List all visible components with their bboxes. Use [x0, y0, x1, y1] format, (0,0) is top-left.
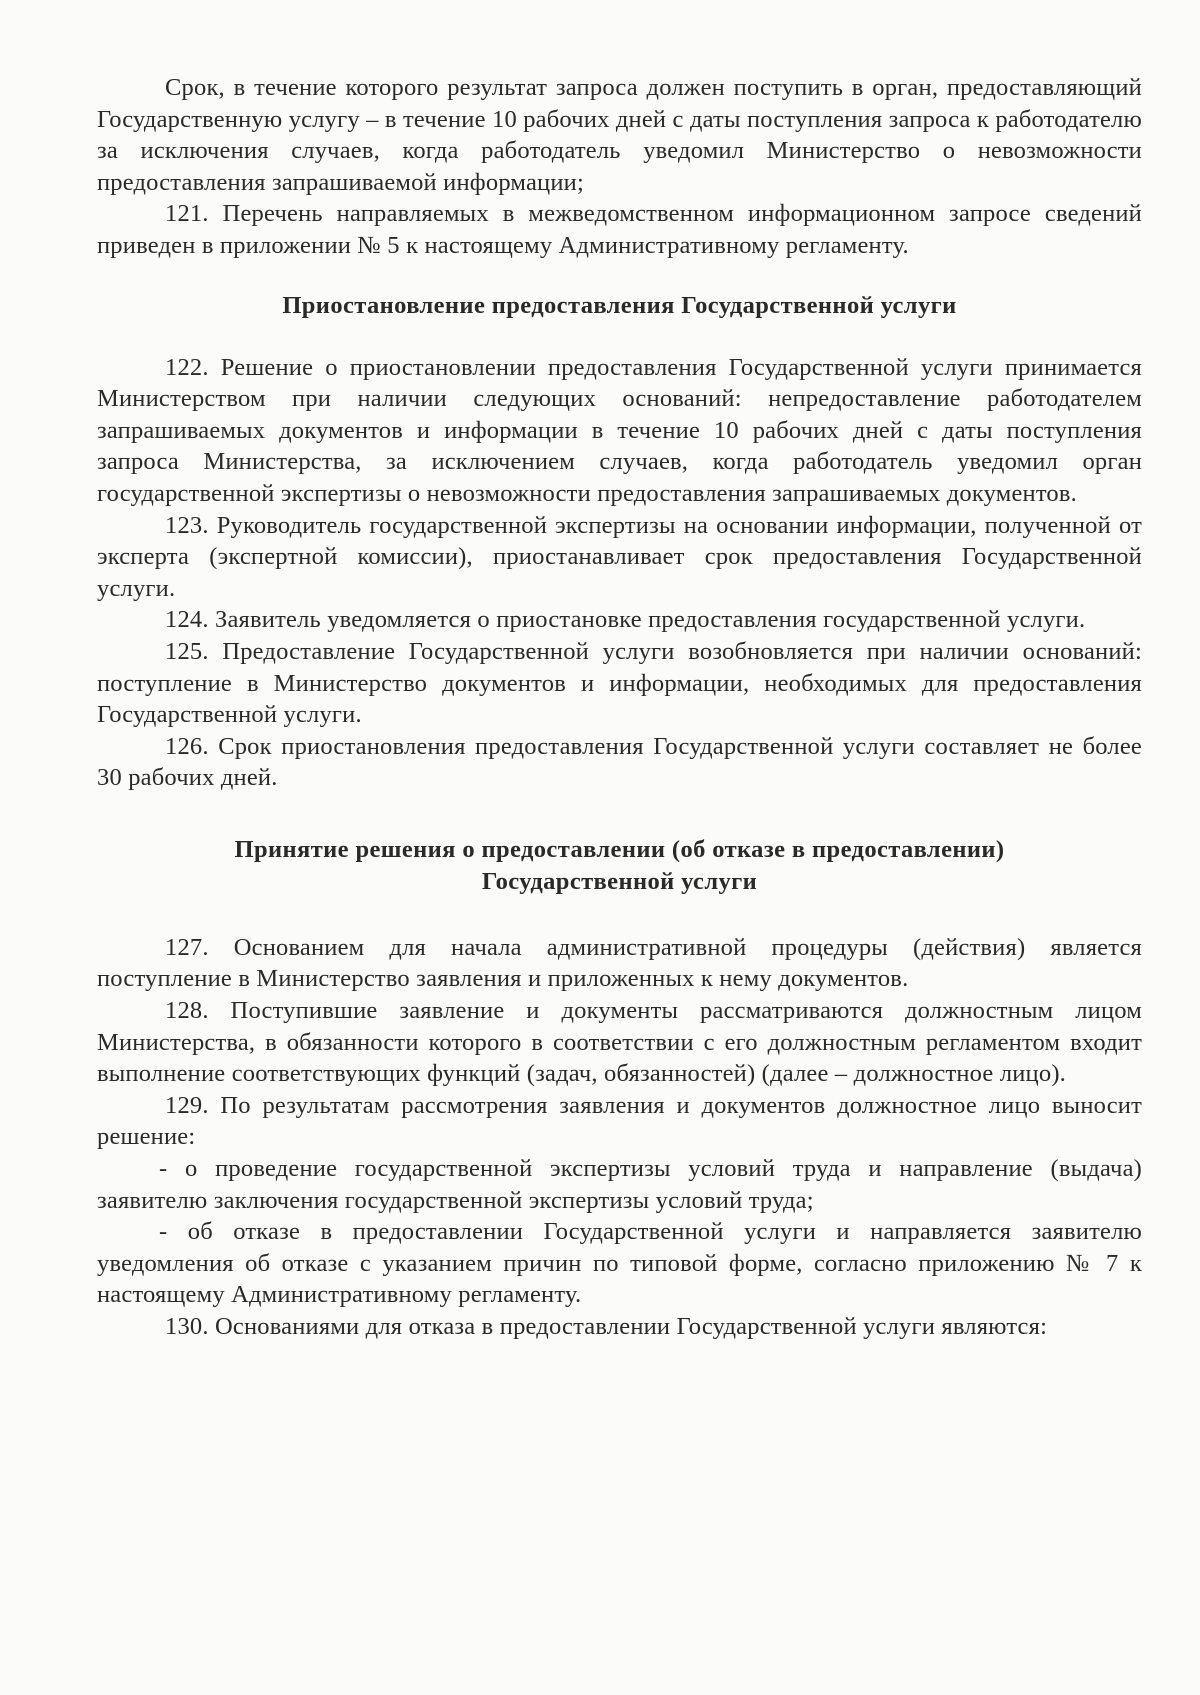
paragraph-127: 127. Основанием для начала административной процедуры (действия) является поступление в Министерство заявления и приложенных к нему документов. [97, 933, 1142, 993]
paragraph-129: 129. По результатам рассмотрения заявления и документов должностное лицо выносит решение: [97, 1091, 1142, 1151]
paragraph-121: 121. Перечень направляемых в межведомственном информационном запросе сведений приведен в приложении № 5 к настоящему Административному регламенту. [97, 200, 1142, 259]
heading-decision-line-1: Принятие решения о предоставлении (об отказе в предоставлении) [234, 835, 1005, 863]
paragraph-126: 126. Срок приостановления предоставления Государственной услуги составляет не более 30 рабочих дней. [97, 732, 1142, 792]
list-item-expertise: - о проведение государственной экспертизы условий труда и направление (выдача) заявителю заключения государственной экспертизы условий труда; [97, 1155, 1142, 1214]
list-item-refusal: - об отказе в предоставлении Государственной услуги и направляется заявителю уведомления об отказе с указанием причин по типовой форме, согласно приложению № 7 к настоящему Административному регламенту. [97, 1218, 1142, 1309]
heading-decision-line-2: Государственной услуги [481, 867, 758, 895]
paragraph-122: 122. Решение о приостановлении предоставления Государственной услуги принимается Министерством при наличии следующих оснований: непредоставление работодателем запрашиваемых документов и информации в течение 10 рабочих дней с даты поступления запроса Министерства, за исключением случаев, когда работодатель уведомил орган государственной экспертизы о невозможности предоставления запрашиваемых документов. [97, 353, 1142, 507]
paragraph-130: 130. Основаниями для отказа в предоставлении Государственной услуги являются: [165, 1313, 1048, 1340]
heading-suspension: Приостановление предоставления Государственной услуги [282, 291, 957, 319]
paragraph-123: 123. Руководитель государственной экспертизы на основании информации, полученной от эксперта (экспертной комиссии), приостанавливает срок предоставления Государственной услуги. [97, 511, 1142, 602]
paragraph-125: 125. Предоставление Государственной услуги возобновляется при наличии оснований: поступление в Министерство документов и информации, необходимых для предоставления Государственной услуги. [97, 637, 1142, 729]
document-body [97, 72, 1142, 1343]
paragraph-124: 124. Заявитель уведомляется о приостановке предоставления государственной услуги. [165, 606, 1086, 634]
paragraph-128: 128. Поступившие заявление и документы рассматриваются должностным лицом Министерства, в обязанности которого в соответствии с его должностным регламентом входит выполнение соответствующих функций (задач, обязанностей) (далее – должностное лицо). [97, 997, 1142, 1088]
paragraph-request-deadline: Срок, в течение которого результат запроса должен поступить в орган, предоставляющий Государственную услугу – в течение 10 рабочих дней с даты поступления запроса к работодателю за исключения случаев, когда работодатель уведомил Министерство о невозможности предоставления запрашиваемой информации; [97, 74, 1142, 196]
